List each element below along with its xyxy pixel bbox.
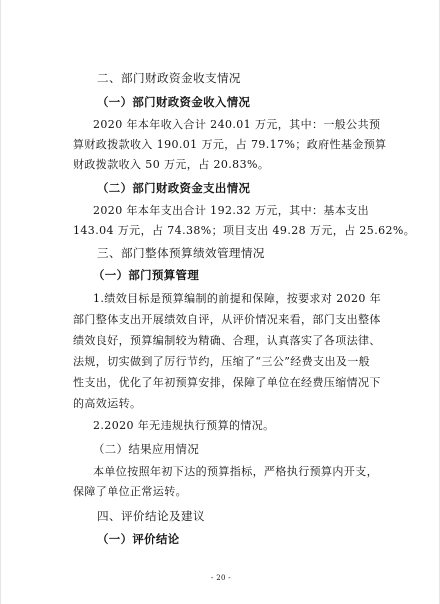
paragraph-line: 2.2020 年无违规执行预算的情况。 [93,419,275,432]
subsection-heading-conclusion: （一）评价结论 [97,532,180,546]
paragraph-line: 2020 年本年支出合计 192.32 万元，其中：基本支出 [93,204,369,217]
subsection-heading-budget: （一）部门预算管理 [93,268,200,282]
paragraph-line: 2020 年本年收入合计 240.01 万元，其中：一般公共预 [93,118,381,131]
section-heading-3: 三、部门整体预算绩效管理情况 [97,246,265,260]
paragraph-line: 性支出，优化了年初预算安排，保障了单位在经费压缩情况下 [73,376,381,389]
paragraph-line: 本单位按照年初下达的预算指标，严格执行预算内开支， [93,465,378,478]
paragraph-line: 绩效良好，预算编制较为精确、合理，认真落实了各项法律、 [73,334,381,347]
paragraph-line: 1.绩效目标是预算编制的前提和保障，按要求对 2020 年 [93,292,382,305]
paragraph-line: 法规，切实做到了厉行节约，压缩了“三公”经费支出及一般 [73,355,371,368]
page-number: - 20 - [211,574,231,582]
subsection-heading-results: （二）结果应用情况 [93,442,200,456]
paragraph-line: 保障了单位正常运转。 [73,485,187,498]
subsection-heading-expense: （二）部门财政资金支出情况 [97,181,251,195]
paragraph-line: 的高效运转。 [73,397,142,410]
paragraph-line: 143.04 万元，占 74.38%；项目支出 49.28 万元，占 25.62%。 [73,224,416,237]
paragraph-line: 财政拨款收入 50 万元，占 20.83%。 [73,158,270,171]
section-heading-4: 四、评价结论及建议 [97,509,205,523]
subsection-heading-income: （一）部门财政资金收入情况 [97,95,251,109]
paragraph-line: 部门整体支出开展绩效自评，从评价情况来看，部门支出整体 [73,313,381,326]
paragraph-line: 算财政拨款收入 190.01 万元，占 79.17%；政府性基金预算 [73,138,387,151]
section-heading-2: 二、部门财政资金收支情况 [97,71,241,85]
